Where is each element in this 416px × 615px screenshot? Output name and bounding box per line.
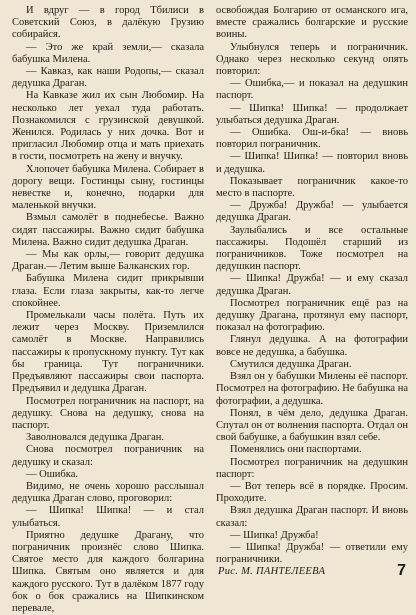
paragraph: На Кавказе жил их сын Любомир. На несколько лет уехал туда работать. Познакомился с грузинской девушкой. Женился. Родилась у них дочка. Вот и пригласил Любомир отца и мать приехать в гости, посмотреть на жену и внучку. (12, 90, 204, 163)
paragraph: Приятно дедушке Драгану, что пограничник произнёс слово Шипка. Святое место для каждого болгарина Шипка. Святым оно является и для каждого русского. Тут в далёком 1877 году бок о бок сражались на Шипкинском перевале, (12, 529, 204, 614)
paragraph: Заволновался дедушка Драган. (26, 432, 165, 444)
paragraph: Понял, в чём дело, дедушка Драган. Спутал он от волнения паспорта. Отдал он свой бабушке, а бабушкин взял себе. (216, 407, 408, 444)
paragraph: Видимо, не очень хорошо расслышал дедушка Драган слово, проговорил: (12, 480, 204, 505)
paragraph: Бабушка Милена сидит прикрывши глаза. Если глаза закрыты, как-то легче спокойнее. (12, 273, 204, 309)
paragraph: — Ошибка. (26, 468, 78, 480)
paragraph: Посмотрел пограничник ещё раз на дедушку Драгана, протянул ему паспорт, показал на фотографию. (216, 297, 408, 334)
paragraph: Хлопочет бабушка Милена. Собирает в дорогу вещи. Гостинцы сыну, гостинцы невестке и, конечно, подарки для маленькой внучки. (12, 163, 204, 212)
paragraph: — Шипка! Дружба! (230, 529, 319, 541)
paragraph: Смутился дедушка Драган. (230, 358, 352, 370)
left-column (12, 5, 204, 615)
paragraph: Промелькали часы полёта. Путь их лежит через Москву. Приземлился самолёт в Москве. Направились пассажиры к пропускному пункту. Тут как бы граница. Тут пограничники. Предъявляют пассажиры свои паспорта. Предъявил и дедушка Драган. (12, 310, 204, 395)
paragraph: Заулыбались и все остальные пассажиры. Подошёл старший из пограничников. Тоже посмотрел на дедушкин паспорт. (216, 224, 408, 273)
text-columns (12, 5, 408, 615)
paragraph: Посмотрел пограничник на паспорт, на дедушку. Снова на дедушку, снова на паспорт. (12, 395, 204, 431)
paragraph: — Ошибка. Ош-и-бка! — вновь повторил пограничник. (216, 127, 408, 151)
paragraph: освобождая Болгарию от османского ига, вместе сражались болгарские и русские воины. (216, 5, 408, 41)
paragraph: — Вот теперь всё в порядке. Просим. Проходите. (216, 480, 408, 505)
paragraph: — Дружба! Дружба! — улыбается дедушка Драган. (216, 200, 408, 224)
paragraph: Показывает пограничник какое-то место в паспорте. (216, 175, 408, 200)
paragraph: Глянул дедушка. А на фотографии вовсе не дедушка, а бабушка. (216, 334, 408, 358)
paragraph: — Кавказ, как наши Родопы,— сказал дедушка Драган. (12, 66, 204, 90)
paragraph: — Шипка! Шипка! — повторил вновь и дедушка. (216, 151, 408, 175)
paragraph: Поменялись они паспортами. (230, 444, 362, 456)
paragraph: И вдруг — в город Тбилиси в Советский Союз, в далёкую Грузию собирайся. (12, 5, 204, 41)
paragraph: — Шипка! Дружба! — ответили ему пограничники. (216, 541, 408, 566)
paragraph: — Ошибка,— и показал на дедушкин паспорт. (216, 78, 408, 102)
paragraph: Взял дедушка Драган паспорт. И вновь сказал: (216, 505, 408, 529)
right-column (216, 5, 408, 615)
page-number: 7 (397, 562, 406, 579)
paragraph: Посмотрел пограничник на дедушкин паспорт: (216, 456, 408, 480)
paragraph: Взял он у бабушки Милены её паспорт. Посмотрел на фотографию. Не бабушка на фотографии, а дедушка. (216, 371, 408, 407)
paragraph: — Это же край земли,— сказала бабушка Милена. (12, 41, 204, 65)
paragraph: — Шипка! Шипка! — и стал улыбаться. (12, 505, 204, 529)
paragraph: — Шипка! Дружба! — и ему сказал дедушка Драган. (216, 273, 408, 297)
illustration-credit: Рис. М. ПАНТЕЛЕЕВА (218, 566, 326, 578)
paragraph: Улыбнулся теперь и пограничник. Однако через несколько секунд опять повторил: (216, 41, 408, 78)
paragraph: Снова посмотрел пограничник на дедушку и сказал: (12, 444, 204, 468)
paragraph: — Шипка! Шипка! — продолжает улыбаться дедушка Драган. (216, 102, 408, 126)
paragraph: — Мы как орлы,— говорит дедушка Драган.— Летим выше Балканских гор. (12, 249, 204, 273)
paragraph: Взмыл самолёт в поднебесье. Важно сидят пассажиры. Важно сидит бабушка Милена. Важно сидит дедушка Драган. (12, 212, 204, 248)
